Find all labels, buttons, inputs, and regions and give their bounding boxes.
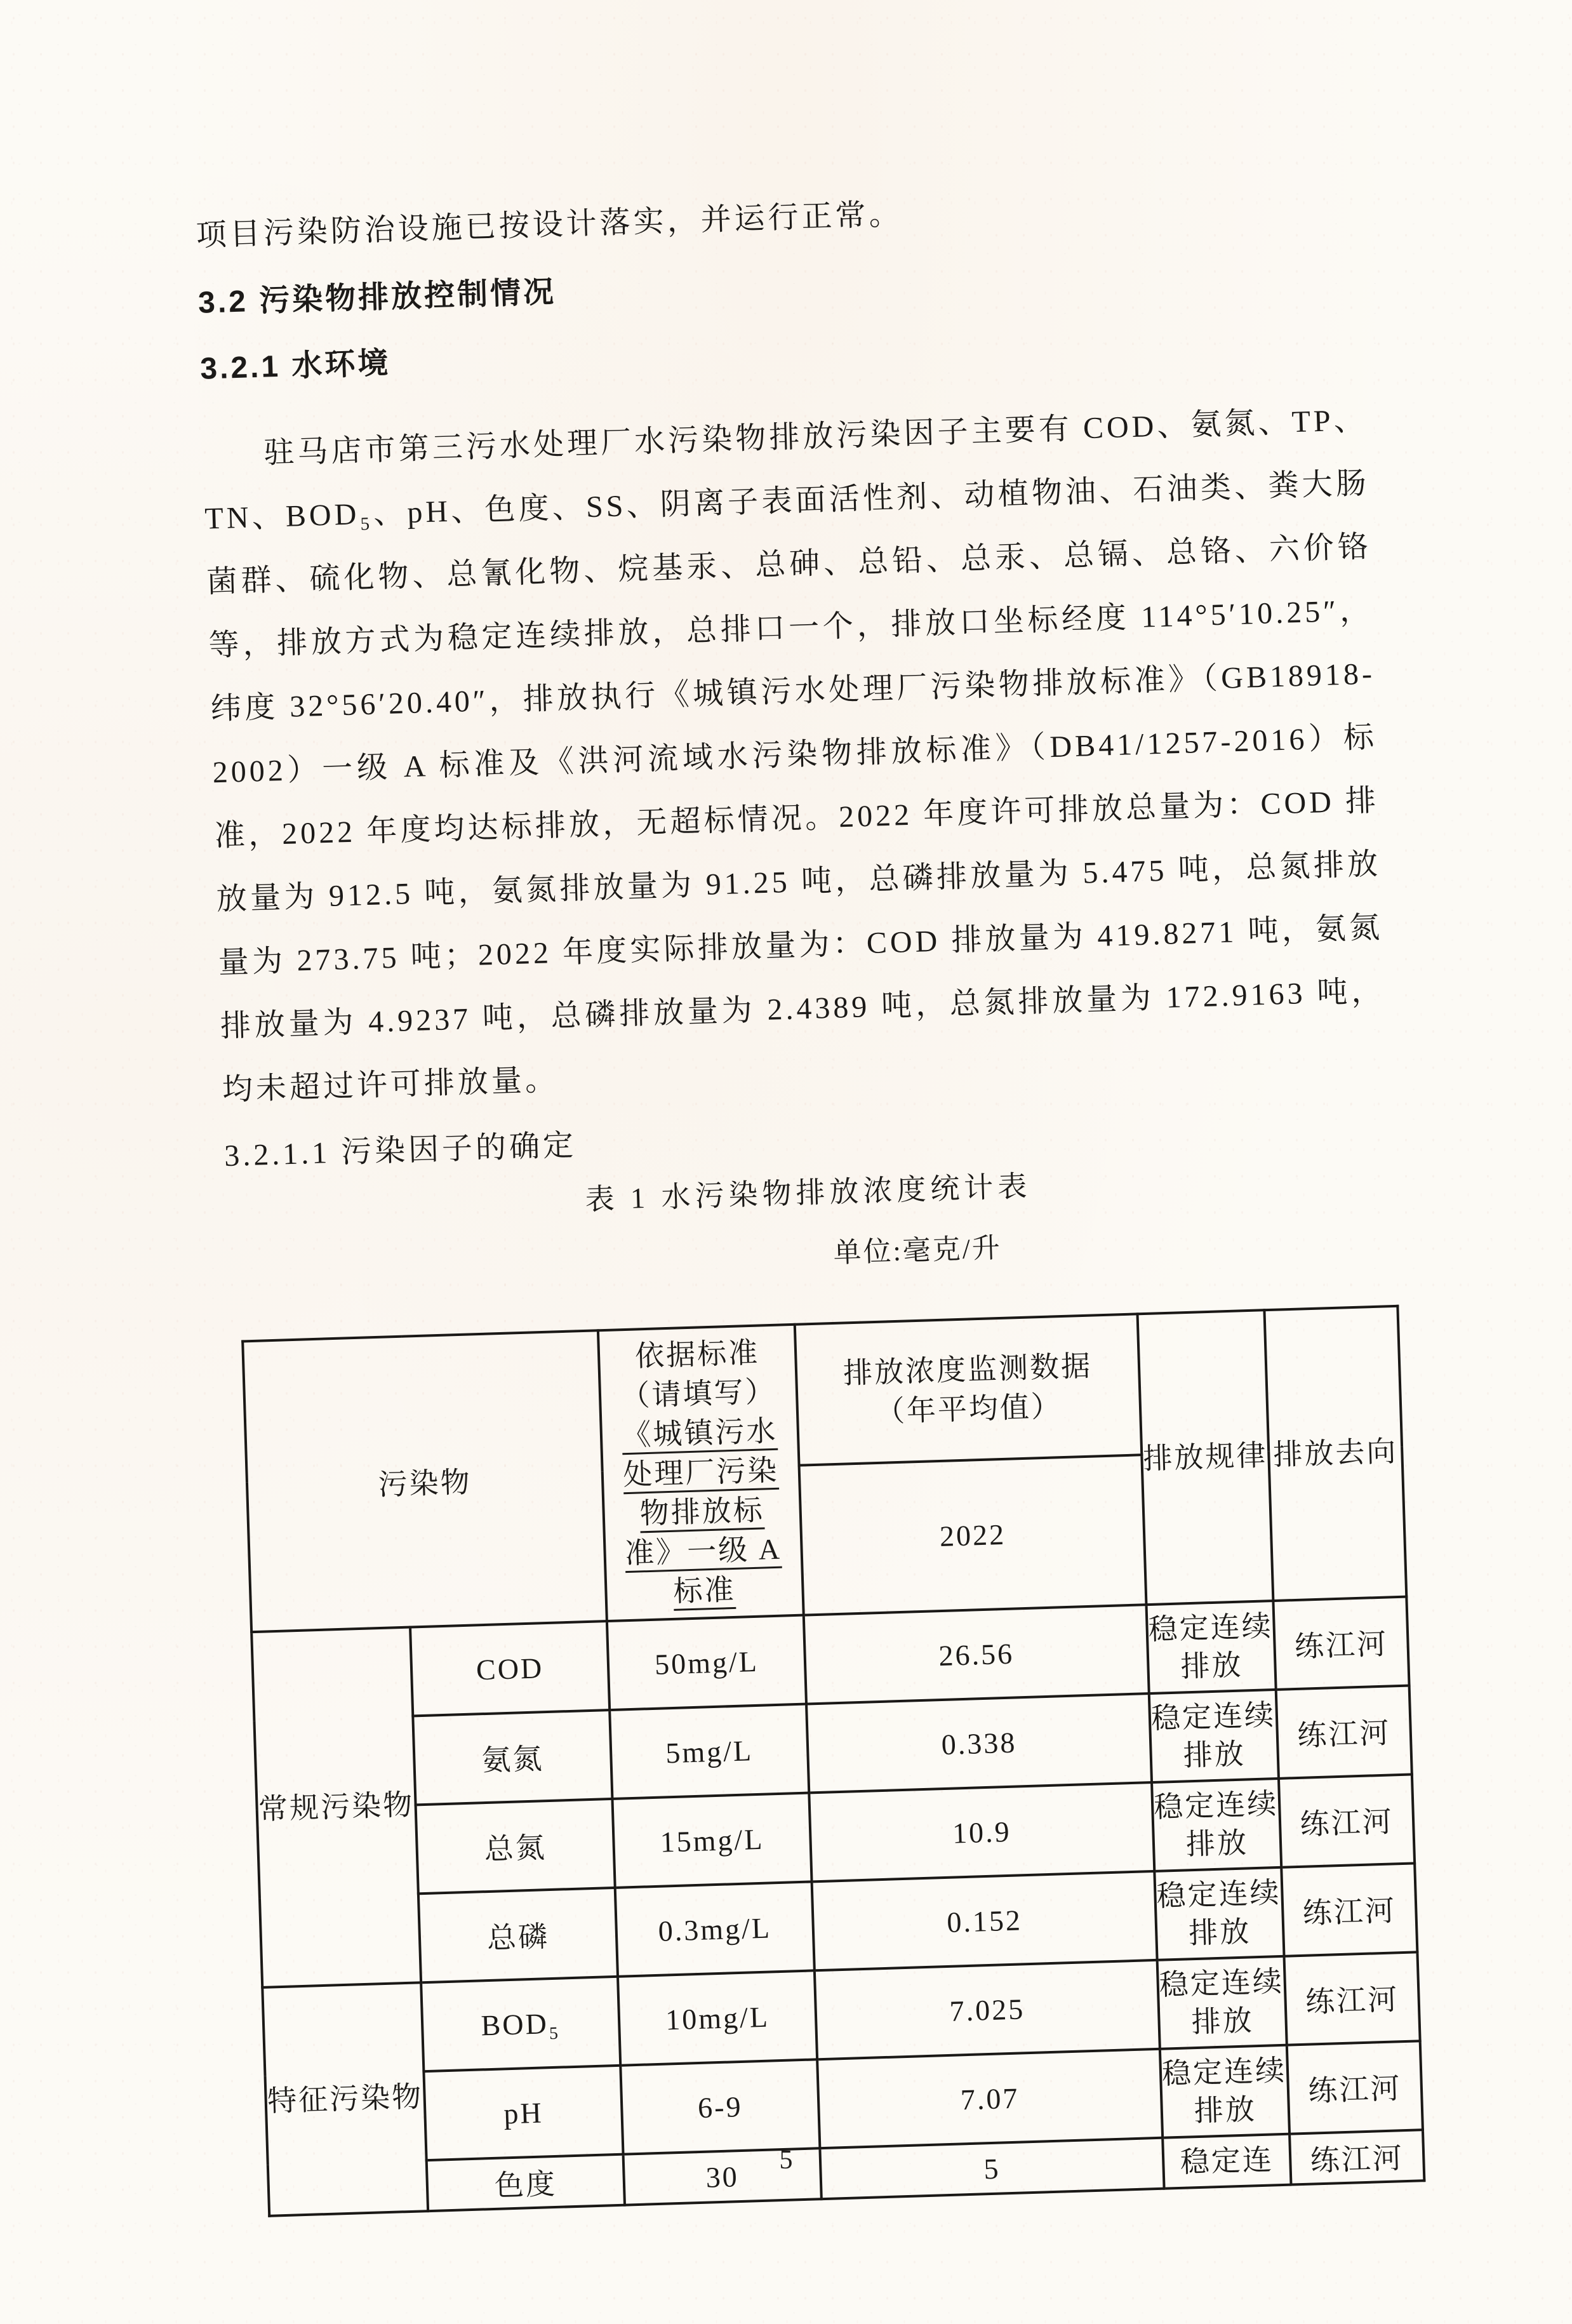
cell-monitor-value: 7.025 bbox=[815, 1960, 1160, 2059]
th-standard-line: （请填写） bbox=[620, 1375, 777, 1413]
th-pollutant: 污染物 bbox=[243, 1330, 607, 1632]
th-monitor-data bbox=[795, 1314, 1142, 1465]
th-year-2022: 2022 bbox=[799, 1455, 1147, 1615]
th-standard-line: 物排放标 bbox=[639, 1493, 765, 1530]
cell-standard-limit: 5mg/L bbox=[609, 1704, 809, 1799]
th-standard-line: 准》一级 A bbox=[624, 1532, 782, 1570]
heading-3-2: 3.2 污染物排放控制情况 bbox=[197, 275, 557, 320]
cell-monitor-value: 7.07 bbox=[817, 2049, 1162, 2148]
th-monitor-line: 排放浓度监测数据 bbox=[843, 1349, 1093, 1390]
cell-pollutant-name: pH bbox=[423, 2066, 623, 2160]
cell-pollutant-name: 总氮 bbox=[416, 1799, 615, 1893]
group-label-characteristic: 特征污染物 bbox=[262, 1982, 428, 2215]
table-header-row-1 bbox=[243, 1306, 1402, 1482]
group-label-conventional: 常规污染物 bbox=[251, 1627, 421, 1987]
cell-pollutant-name: 色度 bbox=[427, 2154, 625, 2211]
cell-monitor-value: 10.9 bbox=[809, 1782, 1154, 1881]
cell-monitor-value: 0.338 bbox=[806, 1693, 1152, 1793]
cell-standard-limit: 10mg/L bbox=[618, 1970, 817, 2065]
cell-monitor-value: 5 bbox=[820, 2138, 1164, 2199]
cell-destination: 练江河 bbox=[1279, 1774, 1415, 1867]
page-number: 5 bbox=[779, 2146, 793, 2175]
cell-destination: 练江河 bbox=[1273, 1597, 1409, 1690]
cell-discharge-pattern: 稳定连续排放 bbox=[1149, 1690, 1279, 1782]
paragraph-water-pollutants: 驻马店市第三污水处理厂水污染物排放污染因子主要有 COD、氨氮、TP、TN、BOD₅、pH、色度、SS、阴离子表面活性剂、动植物油、石油类、粪大肠菌群、硫化物、总氰化物、烷基汞、总砷、总铅、总汞、总镉、总铬、六价铬等，排放方式为稳定连续排放，总排口一个，排放口坐标经度 114°5′10.25″，纬度 32°56′20.40″，排放执行《城镇污水处理厂污染物排放标准》（GB18918-2002）一级 A 标准及《洪河流域水污染物排放标准》（DB41/1257-2016）标准，2022 年度均达标排放，无超标情况。2022 年度许可排放总量为：COD 排放量为 912.5 吨，氨氮排放量为 91.25 吨，总磷排放量为 5.475 吨，总氮排放量为 273.75 吨；2022 年度实际排放量为：COD 排放量为 419.8271 吨，氨氮排放量为 4.9237 吨，总磷排放量为 2.4389 吨，总氮排放量为 172.9163 吨，均未超过许可排放量。 bbox=[204, 403, 1385, 1107]
cell-destination: 练江河 bbox=[1281, 1863, 1417, 1956]
th-discharge-destination: 排放去向 bbox=[1264, 1306, 1406, 1601]
th-standard bbox=[598, 1325, 804, 1621]
cell-standard-limit: 50mg/L bbox=[607, 1615, 806, 1710]
th-standard-line: 处理厂污染 bbox=[622, 1453, 780, 1492]
heading-3-2-1: 3.2.1 水环境 bbox=[199, 346, 392, 386]
th-monitor-line: （年平均值） bbox=[875, 1390, 1063, 1429]
cell-pollutant-name: 氨氮 bbox=[413, 1710, 612, 1805]
cell-discharge-pattern: 稳定连 bbox=[1162, 2134, 1291, 2189]
cell-discharge-pattern: 稳定连续排放 bbox=[1152, 1779, 1281, 1871]
heading-3-2-1-1: 3.2.1.1 污染因子的确定 bbox=[223, 1128, 577, 1173]
cell-discharge-pattern: 稳定连续排放 bbox=[1154, 1867, 1284, 1960]
table-title: 表 1 水污染物排放浓度统计表 bbox=[584, 1170, 1032, 1216]
cell-standard-limit: 15mg/L bbox=[612, 1793, 811, 1887]
cell-discharge-pattern: 稳定连续排放 bbox=[1160, 2045, 1289, 2138]
th-discharge-pattern: 排放规律 bbox=[1138, 1310, 1274, 1605]
cell-destination: 练江河 bbox=[1276, 1686, 1412, 1779]
cell-standard-limit: 0.3mg/L bbox=[615, 1881, 815, 1976]
cell-standard-limit: 6-9 bbox=[620, 2059, 820, 2154]
cell-monitor-value: 0.152 bbox=[812, 1871, 1157, 1970]
cell-pollutant-name: COD bbox=[410, 1621, 609, 1716]
cell-discharge-pattern: 稳定连续排放 bbox=[1157, 1956, 1287, 2049]
cell-destination: 练江河 bbox=[1289, 2130, 1424, 2184]
cell-destination: 练江河 bbox=[1284, 1952, 1420, 2045]
cell-monitor-value: 26.56 bbox=[804, 1605, 1149, 1704]
cell-pollutant-name: BOD₅ bbox=[421, 1977, 620, 2071]
cell-destination: 练江河 bbox=[1287, 2041, 1423, 2134]
th-standard-line: 依据标准 bbox=[634, 1336, 760, 1373]
water-pollutant-table bbox=[241, 1305, 1425, 2217]
cell-discharge-pattern: 稳定连续排放 bbox=[1146, 1601, 1276, 1693]
th-standard-line: 《城镇污水 bbox=[621, 1414, 778, 1452]
cell-standard-limit: 30 bbox=[623, 2148, 822, 2205]
table-unit-note: 单位:毫克/升 bbox=[832, 1232, 1002, 1269]
paragraph-facilities: 项目污染防治设施已按设计落实，并运行正常。 bbox=[196, 197, 903, 253]
cell-pollutant-name: 总磷 bbox=[418, 1888, 618, 1982]
th-standard-line: 标准 bbox=[672, 1573, 736, 1608]
